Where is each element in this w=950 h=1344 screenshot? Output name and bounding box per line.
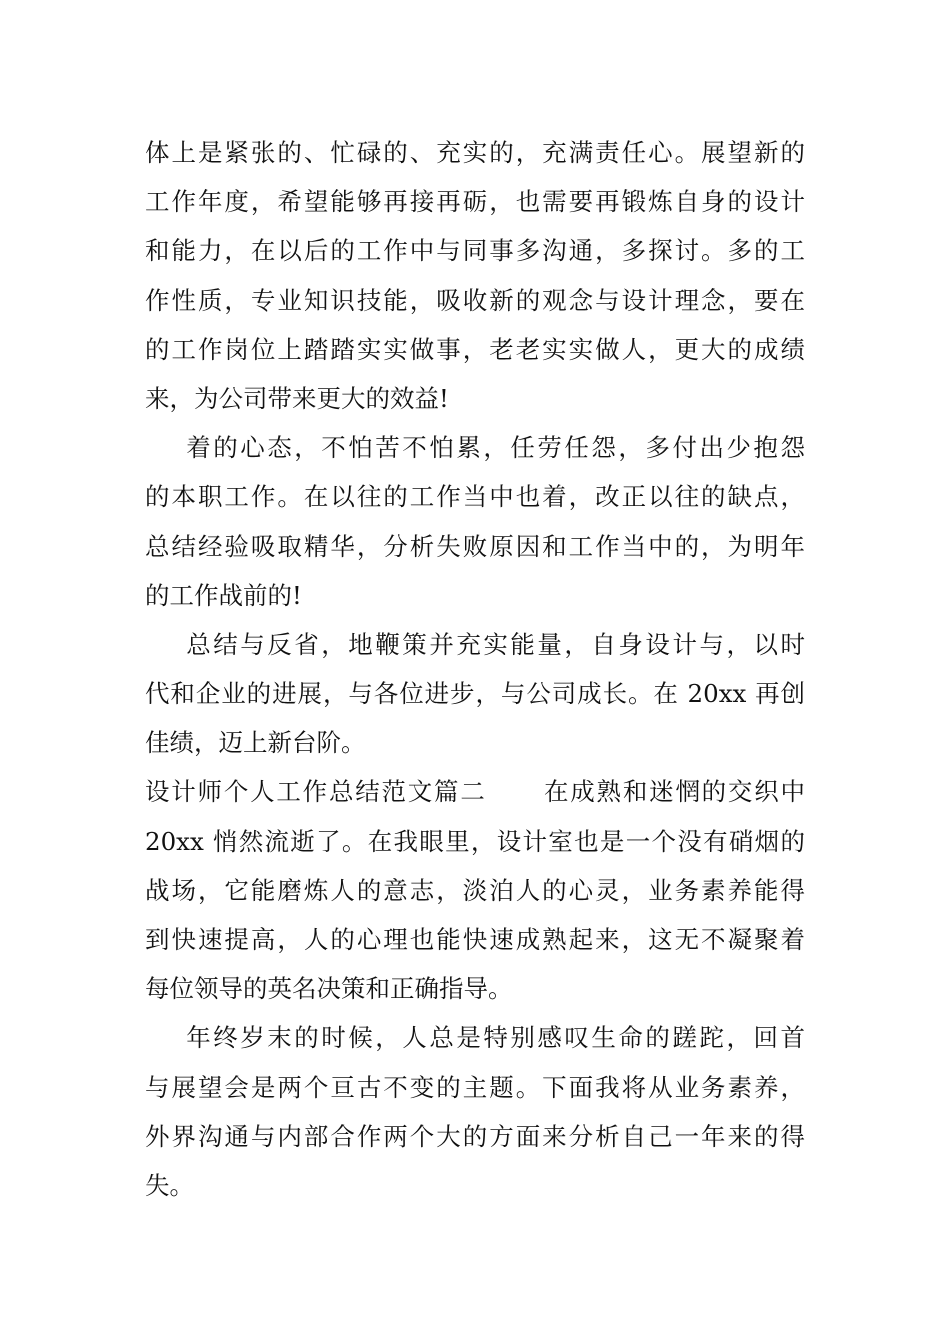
text-line: 作性质，专业知识技能，吸收新的观念与设计理念，要在 [145,285,805,315]
text-line: 和能力，在以后的工作中与同事多沟通，多探讨。多的工 [145,236,805,266]
paragraph [145,1013,805,1210]
text-line: 工作年度，希望能够再接再砺，也需要再锻炼自身的设计 [145,187,805,217]
text-line: 与展望会是两个亘古不变的主题。下面我将从业务素养， [145,1072,805,1102]
text-line: 体上是紧张的、忙碌的、充实的，充满责任心。展望新的 [145,138,805,167]
paragraph [145,423,805,620]
text-line: 的工作战前的! [145,580,302,610]
section-title-line: 设计师个人工作总结范文篇二 在成熟和迷惘的交织中 [145,777,805,807]
paragraph [145,128,805,423]
text-line: 的工作岗位上踏踏实实做事，老老实实做人，更大的成绩 [145,334,805,364]
text-line: 每位领导的英名决策和正确指导。 [145,974,513,1004]
text-line: 战场，它能磨炼人的意志，淡泊人的心灵，业务素养能得 [145,875,805,905]
body-text [145,128,805,1210]
text-line: 总结经验吸取精华，分析失败原因和工作当中的，为明年 [145,531,805,561]
section-heading-paragraph [145,767,805,1013]
text-line: 总结与反省，地鞭策并充实能量，自身设计与，以时 [145,629,805,659]
text-line: 的本职工作。在以往的工作当中也着，改正以往的缺点， [145,482,805,512]
text-line: 20xx 悄然流逝了。在我眼里，设计室也是一个没有硝烟的 [145,826,805,856]
paragraph [145,620,805,768]
text-line: 着的心态，不怕苦不怕累，任劳任怨，多付出少抱怨 [145,433,805,463]
text-line: 失。 [145,1170,194,1200]
text-line: 年终岁末的时候，人总是特别感叹生命的蹉跎，回首 [145,1023,805,1053]
text-line: 到快速提高，人的心理也能快速成熟起来，这无不凝聚着 [145,925,805,954]
text-line: 外界沟通与内部合作两个大的方面来分析自己一年来的得 [145,1121,805,1151]
text-line: 来，为公司带来更大的效益! [145,383,449,413]
text-line: 佳绩，迈上新台阶。 [145,728,366,758]
text-line: 代和企业的进展，与各位进步，与公司成长。在 20xx 再创 [145,679,805,709]
